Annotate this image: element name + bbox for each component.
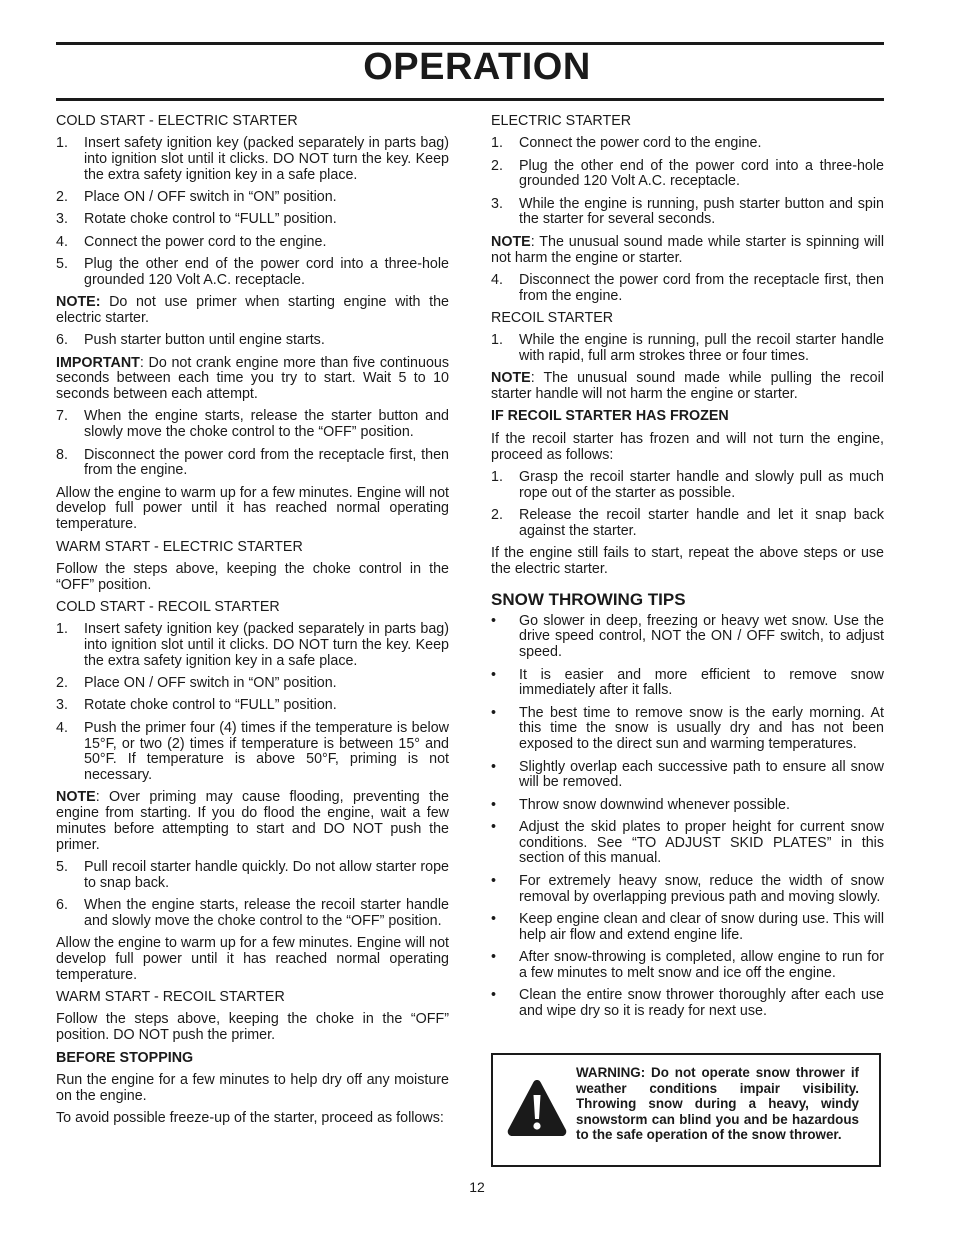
paragraph: Run the engine for a few minutes to help dry off any moisture on the engine. [56, 1071, 449, 1104]
section-heading: COLD START - ELECTRIC STARTER [56, 113, 298, 129]
list-item: 3. Rotate choke control to “FULL” position. [56, 697, 337, 714]
warning-triangle-icon [505, 1077, 569, 1139]
bullet-item: • The best time to remove snow is the early morning. At this time the snow is usually dry and has not been exposed to the direct sun and warming temperatures. [491, 704, 884, 753]
title-underline [56, 98, 884, 101]
bullet-item: • Throw snow downwind whenever possible. [491, 796, 790, 813]
paragraph: Allow the engine to warm up for a few minutes. Engine will not develop full power until it has reached normal operating temperature. [56, 484, 449, 533]
bullet-item: • Go slower in deep, freezing or heavy wet snow. Use the drive speed control, NOT the ON / OFF switch, to adjust speed. [491, 612, 884, 661]
paragraph: Allow the engine to warm up for a few minutes. Engine will not develop full power until it has reached normal operating temperature. [56, 935, 449, 983]
list-item: 3. Rotate choke control to “FULL” position. [56, 211, 337, 228]
list-item: 2. Place ON / OFF switch in “ON” position. [56, 675, 337, 692]
section-heading: WARM START - ELECTRIC STARTER [56, 538, 303, 555]
list-item: 7. When the engine starts, release the starter button and slowly move the choke control to the “OFF” position. [56, 408, 449, 441]
section-heading: RECOIL STARTER [491, 309, 614, 326]
note: NOTE: The unusual sound made while starter is spinning will not harm the engine or starter. [491, 233, 884, 266]
list-item: 4. Connect the power cord to the engine. [56, 233, 327, 250]
list-item: 6. When the engine starts, release the recoil starter handle and slowly move the choke control to the “OFF” position. [56, 897, 449, 929]
paragraph: If the recoil starter has frozen and will not turn the engine, proceed as follows: [491, 430, 884, 463]
section-heading: BEFORE STOPPING [56, 1049, 194, 1066]
section-heading: COLD START - RECOIL STARTER [56, 598, 280, 615]
bullet-item: • It is easier and more efficient to remove snow immediately after it falls. [491, 666, 884, 699]
tips-heading: SNOW THROWING TIPS [491, 589, 686, 609]
paragraph: To avoid possible freeze-up of the starter, proceed as follows: [56, 1109, 444, 1126]
list-item: 4. Disconnect the power cord from the receptacle first, then from the engine. [491, 271, 884, 304]
list-item: 2. Place ON / OFF switch in “ON” position. [56, 189, 337, 206]
list-item: 5. Plug the other end of the power cord into a three-hole grounded 120 Volt A.C. receptacle. [56, 256, 449, 288]
list-item: 1. Insert safety ignition key (packed separately in parts bag) into ignition slot until it clicks. DO NOT turn the key. Keep the extra safety ignition key in a safe place. [56, 621, 449, 669]
list-item: 5. Pull recoil starter handle quickly. Do not allow starter rope to snap back. [56, 859, 449, 891]
right-column [491, 114, 884, 1026]
note: NOTE: The unusual sound made while pulling the recoil starter handle will not harm the engine or starter. [491, 370, 884, 403]
list-item: 1. While the engine is running, pull the recoil starter handle with rapid, full arm strokes three or four times. [491, 332, 884, 365]
warning-box [491, 1053, 881, 1167]
list-item: 1. Connect the power cord to the engine. [491, 135, 762, 152]
top-rule [56, 42, 884, 45]
bullet-item: • Adjust the skid plates to proper height for current snow conditions. See “TO ADJUST SKID PLATES” in this section of this manual. [491, 818, 884, 867]
bullet-item: • Slightly overlap each successive path to ensure all snow will be removed. [491, 758, 884, 791]
section-heading: ELECTRIC STARTER [491, 113, 632, 129]
bullet-item: • For extremely heavy snow, reduce the width of snow removal by overlapping previous path and moving slowly. [491, 872, 884, 905]
important-note: IMPORTANT: Do not crank engine more than five continuous seconds between each time you try to start. Wait 5 to 10 seconds between each attempt. [56, 354, 449, 403]
paragraph: Follow the steps above, keeping the choke control in the “OFF” position. [56, 560, 449, 593]
list-item: 2. Release the recoil starter handle and let it snap back against the starter. [491, 506, 884, 539]
list-item: 6. Push starter button until engine starts. [56, 332, 325, 349]
note: NOTE: Over priming may cause flooding, preventing the engine from starting. If you do flood the engine, wait a few minutes before attempting to start and DO NOT push the primer. [56, 789, 449, 853]
list-item: 4. Push the primer four (4) times if the temperature is below 15°F, or two (2) times if temperature is between 15° and 50°F. If temperature is above 50°F, priming is not necessary. [56, 719, 449, 784]
list-item: 2. Plug the other end of the power cord into a three-hole grounded 120 Volt A.C. receptacle. [491, 157, 884, 190]
section-heading: IF RECOIL STARTER HAS FROZEN [491, 408, 729, 425]
list-item: 8. Disconnect the power cord from the receptacle first, then from the engine. [56, 446, 449, 479]
page-title: OPERATION [363, 46, 591, 88]
page-number: 12 [469, 1179, 485, 1195]
paragraph: Follow the steps above, keeping the choke in the “OFF” position. DO NOT push the primer. [56, 1011, 449, 1044]
bullet-item: • Clean the entire snow thrower thoroughly after each use and wipe dry so it is ready for next use. [491, 987, 884, 1019]
section-heading: WARM START - RECOIL STARTER [56, 989, 285, 1006]
list-item: 1. Grasp the recoil starter handle and slowly pull as much rope out of the starter as possible. [491, 468, 884, 501]
bullet-item: • Keep engine clean and clear of snow during use. This will help air flow and extend engine life. [491, 910, 884, 943]
list-item: 3. While the engine is running, push starter button and spin the starter for several seconds. [491, 195, 884, 228]
paragraph: If the engine still fails to start, repeat the above steps or use the electric starter. [491, 545, 884, 577]
bullet-item: • After snow-throwing is completed, allow engine to run for a few minutes to melt snow and ice off the engine. [491, 948, 884, 981]
left-column [56, 114, 449, 1133]
warning-text: WARNING: Do not operate snow thrower if weather conditions impair visibility. Throwing snow during a heavy, windy snowstorm can blind you and be hazardous to the safe operation of the snow thrower. [576, 1065, 859, 1143]
note: NOTE: Do not use primer when starting engine with the electric starter. [56, 294, 449, 326]
list-item: 1. Insert safety ignition key (packed separately in parts bag) into ignition slot until it clicks. DO NOT turn the key. Keep the extra safety ignition key in a safe place. [56, 135, 449, 183]
